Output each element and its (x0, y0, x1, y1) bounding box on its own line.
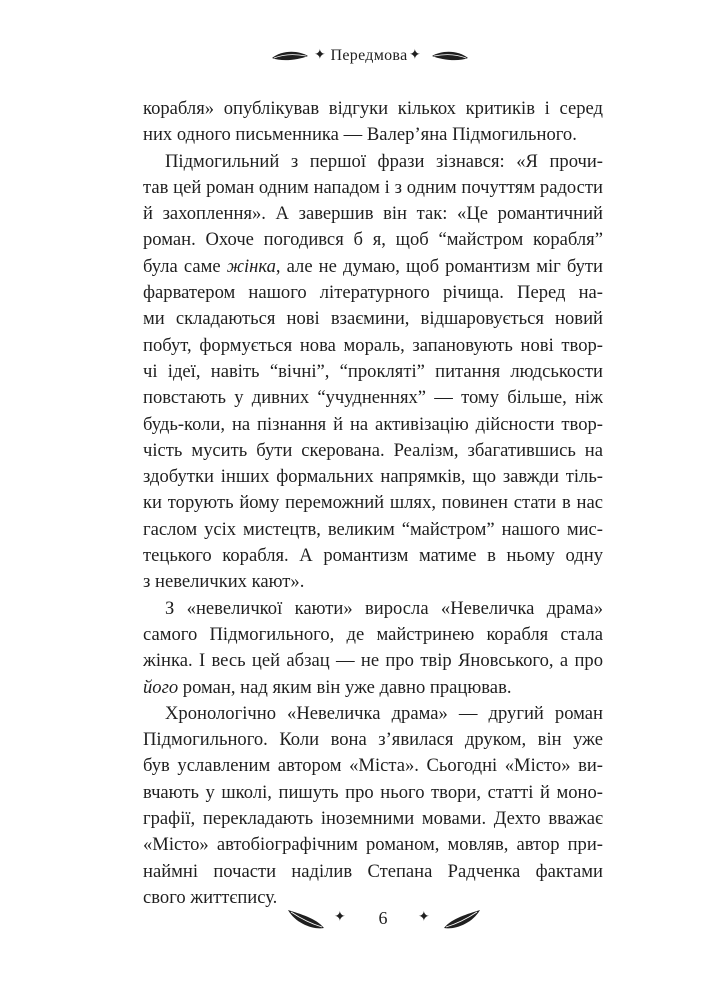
leaf-ornament-icon (440, 904, 484, 934)
star-ornament-icon: ✦ (334, 910, 346, 925)
text-line: ки торують йому переможний шлях, повинен стати в нас (143, 492, 603, 514)
body-text (143, 96, 603, 911)
star-ornament-icon: ✦ (409, 48, 421, 63)
leaf-ornament-icon (430, 48, 470, 64)
leaf-ornament-icon (284, 904, 328, 934)
text-line: чість мусить бути скерована. Реалізм, збагатившись на (143, 439, 603, 461)
text-line: гаслом усіх мистецтв, великим “майстром” нашого мис- (143, 518, 603, 540)
emphasized-word: його (143, 676, 179, 698)
text-line: наймні почасти наділив Степана Радченка фактами (143, 860, 603, 882)
text-line: З «невеличкої каюти» виросла «Невеличка драма» (165, 597, 603, 619)
text-line: вчають у школі, пишуть про нього твори, статті й моно- (143, 781, 603, 803)
star-ornament-icon: ✦ (418, 910, 430, 925)
text-line: «Місто» автобіографічним романом, мовляв, автор при- (143, 834, 603, 856)
text-line: самого Підмогильного, де майстринею корабля стала (143, 623, 603, 645)
text-line: й захоплення». А завершив він так: «Це романтичний (143, 203, 603, 225)
emphasized-word: жінка (226, 255, 276, 277)
text-line: була саме жінка, але не думаю, щоб романтизм міг бути (143, 255, 604, 277)
text-line: фарватером нашого літературного річища. Перед на- (143, 282, 603, 304)
leaf-ornament-icon (270, 48, 310, 64)
text-line: Підмогильний з першої фрази зізнався: «Я прочи- (165, 150, 603, 172)
text-line: чі ідеї, навіть “вічні”, “прокляті” питання людськости (143, 360, 603, 382)
text-line: був уславленим автором «Міста». Сьогодні «Місто» ви- (143, 755, 603, 777)
text-line: ми складаються нові взаємини, відшаровується новий (143, 308, 603, 330)
text-line: Підмогильного. Коли вона з’явилася друком, він уже (143, 729, 603, 751)
running-header (0, 40, 728, 76)
text-line: роман. Охоче погодився б я, щоб “майстром корабля” (143, 229, 603, 251)
text-line: графії, перекладають іноземними мовами. Дехто вважає (143, 808, 603, 830)
text-line: з невеличких кают». (143, 571, 305, 593)
page-number: 6 (378, 908, 388, 928)
text-line: побут, формується нова мораль, запановують нові твор- (143, 334, 603, 356)
text-line: Хронологічно «Невеличка драма» — другий роман (165, 702, 603, 724)
page-footer (0, 900, 728, 940)
text-line: свого життєпису. (143, 886, 278, 908)
text-line: жінка. І весь цей абзац — не про твір Яновського, а про (143, 650, 603, 672)
text-line: них одного письменника — Валер’яна Підмогильного. (143, 124, 577, 146)
star-ornament-icon: ✦ (314, 48, 326, 63)
running-title: Передмова (330, 47, 408, 64)
text-line: повстають у дивних “учудненнях” — тому більше, ніж (143, 387, 603, 409)
text-line: тецького корабля. А романтизм матиме в ньому одну (143, 545, 603, 567)
text-line: здобутки інших формальних напрямків, що завжди тіль- (143, 466, 603, 488)
text-line: його роман, над яким він уже давно працював. (143, 676, 512, 698)
text-line: корабля» опублікував відгуки кількох критиків і серед (143, 98, 603, 119)
text-line: тав цей роман одним нападом і з одним почуттям радости (143, 176, 603, 198)
text-line: будь-коли, на пізнання й на активізацію дійсности твор- (143, 413, 603, 435)
